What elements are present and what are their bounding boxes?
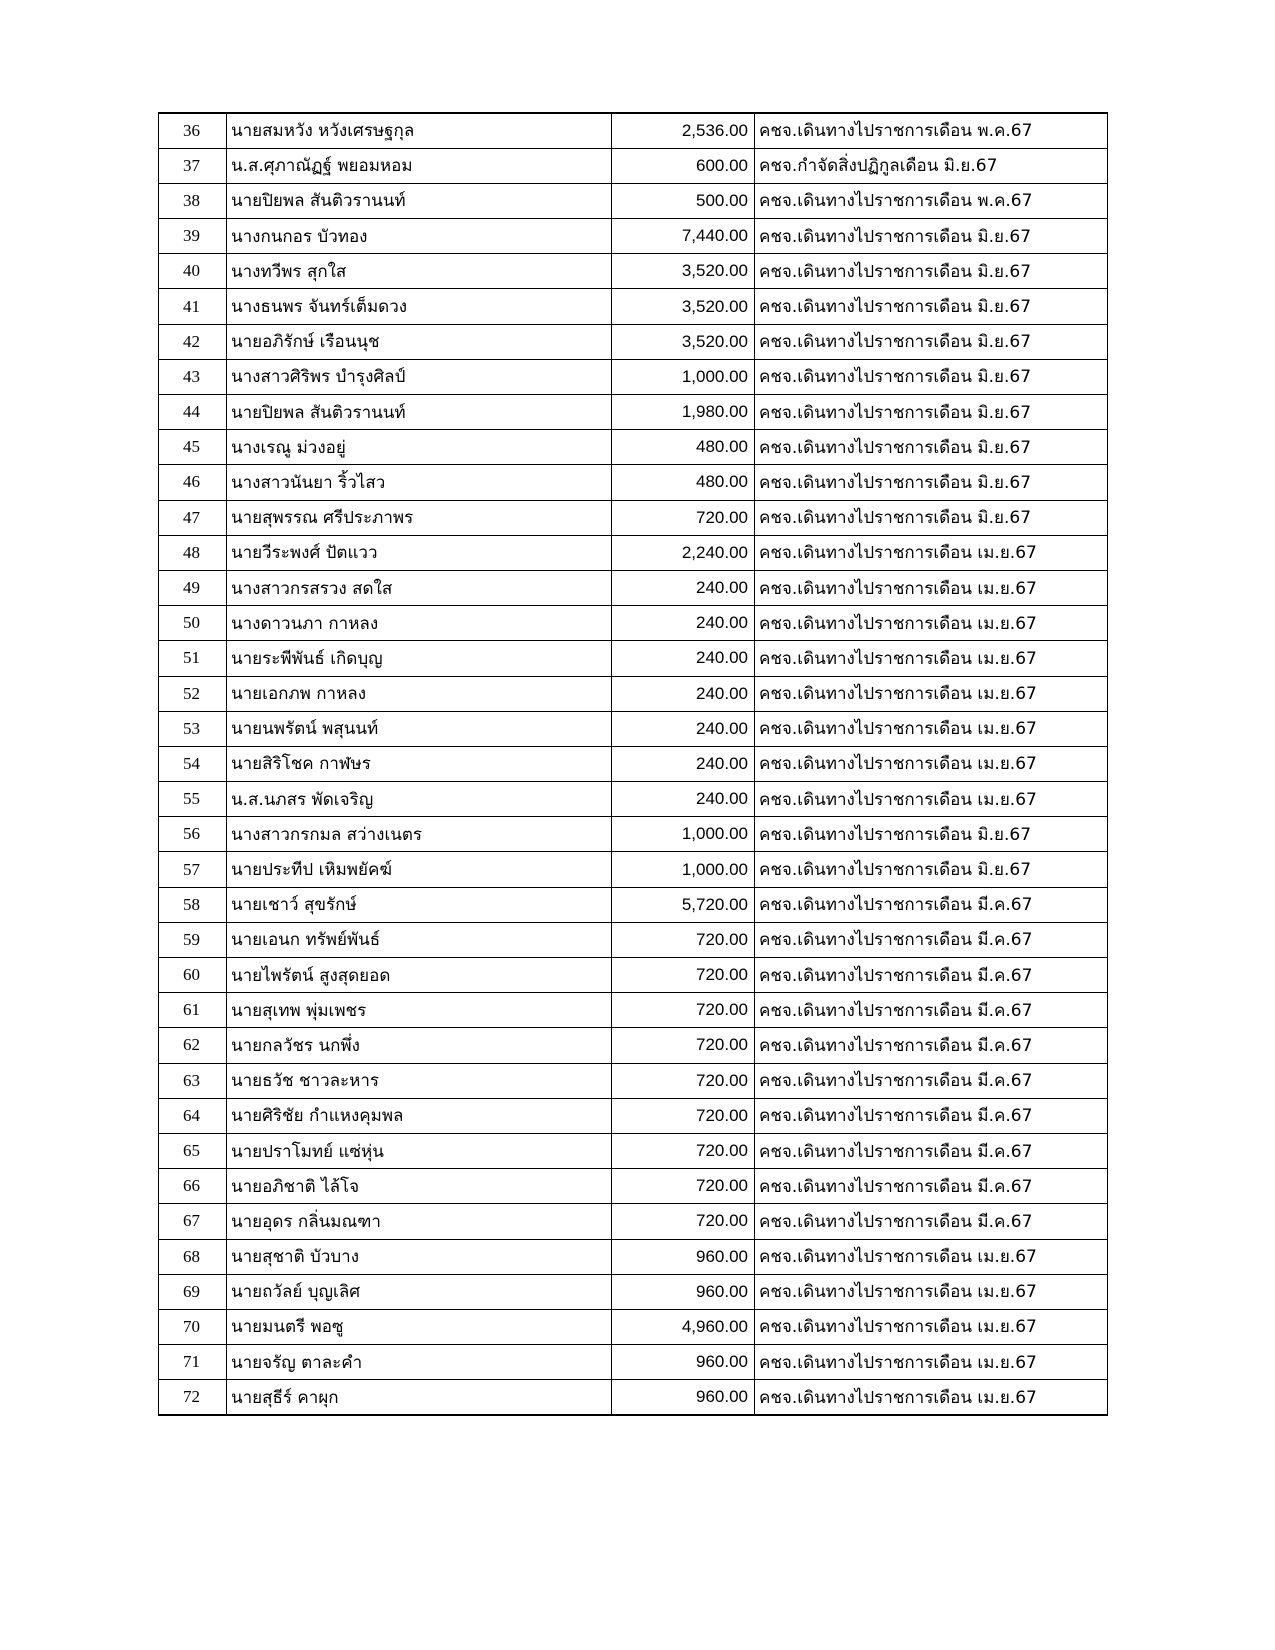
- table-row: [159, 183, 1108, 218]
- expense-description: คชจ.เดินทางไปราชการเดือน เม.ย.67: [755, 535, 1108, 570]
- payee-name: นายปิยพล สันติวรานนท์: [227, 183, 612, 218]
- row-number: 53: [159, 711, 227, 746]
- row-number: 50: [159, 606, 227, 641]
- row-number: 64: [159, 1098, 227, 1133]
- row-number: 68: [159, 1239, 227, 1274]
- table-row: [159, 852, 1108, 887]
- payee-name: นายปราโมทย์ แซ่หุ่น: [227, 1133, 612, 1168]
- payee-name: น.ส.ศุภาณัฏฐ์ พยอมหอม: [227, 148, 612, 183]
- payee-name: นายระพีพันธ์ เกิดบุญ: [227, 641, 612, 676]
- table-row: [159, 676, 1108, 711]
- expense-description: คชจ.เดินทางไปราชการเดือน มิ.ย.67: [755, 817, 1108, 852]
- amount: 720.00: [612, 993, 755, 1028]
- expense-description: คชจ.เดินทางไปราชการเดือน เม.ย.67: [755, 1239, 1108, 1274]
- amount: 500.00: [612, 183, 755, 218]
- table-row: [159, 1380, 1108, 1415]
- payee-name: น.ส.นภสร พัดเจริญ: [227, 782, 612, 817]
- table-row: [159, 922, 1108, 957]
- table-row: [159, 465, 1108, 500]
- amount: 720.00: [612, 1028, 755, 1063]
- amount: 5,720.00: [612, 887, 755, 922]
- amount: 1,000.00: [612, 359, 755, 394]
- expense-description: คชจ.เดินทางไปราชการเดือน พ.ค.67: [755, 183, 1108, 218]
- amount: 960.00: [612, 1380, 755, 1415]
- amount: 3,520.00: [612, 289, 755, 324]
- amount: 960.00: [612, 1239, 755, 1274]
- row-number: 70: [159, 1309, 227, 1344]
- expense-description: คชจ.เดินทางไปราชการเดือน มิ.ย.67: [755, 395, 1108, 430]
- amount: 240.00: [612, 570, 755, 605]
- expense-description: คชจ.เดินทางไปราชการเดือน พ.ค.67: [755, 113, 1108, 148]
- expense-description: คชจ.กำจัดสิ่งปฏิกูลเดือน มิ.ย.67: [755, 148, 1108, 183]
- payee-name: นางสาวกรกมล สว่างเนตร: [227, 817, 612, 852]
- payee-name: นายถวัลย์ บุญเลิศ: [227, 1274, 612, 1309]
- row-number: 36: [159, 113, 227, 148]
- amount: 4,960.00: [612, 1309, 755, 1344]
- payee-name: นางสาวนันยา ริ้วไสว: [227, 465, 612, 500]
- payee-name: นายประทีป เหิมพยัคฆ์: [227, 852, 612, 887]
- payee-name: นางกนกอร บัวทอง: [227, 219, 612, 254]
- amount: 720.00: [612, 1063, 755, 1098]
- row-number: 49: [159, 570, 227, 605]
- table-row: [159, 1239, 1108, 1274]
- row-number: 37: [159, 148, 227, 183]
- expense-description: คชจ.เดินทางไปราชการเดือน เม.ย.67: [755, 746, 1108, 781]
- row-number: 61: [159, 993, 227, 1028]
- amount: 720.00: [612, 1133, 755, 1168]
- table-row: [159, 254, 1108, 289]
- payee-name: นายจรัญ ตาละคำ: [227, 1345, 612, 1380]
- row-number: 63: [159, 1063, 227, 1098]
- payee-name: นางสาวศิริพร บำรุงศิลป์: [227, 359, 612, 394]
- expense-description: คชจ.เดินทางไปราชการเดือน เม.ย.67: [755, 606, 1108, 641]
- table-row: [159, 395, 1108, 430]
- table-row: [159, 1204, 1108, 1239]
- payee-name: นายไพรัตน์ สูงสุดยอด: [227, 958, 612, 993]
- expense-description: คชจ.เดินทางไปราชการเดือน มี.ค.67: [755, 922, 1108, 957]
- expense-description: คชจ.เดินทางไปราชการเดือน เม.ย.67: [755, 1309, 1108, 1344]
- expense-description: คชจ.เดินทางไปราชการเดือน มี.ค.67: [755, 958, 1108, 993]
- table-row: [159, 1098, 1108, 1133]
- amount: 240.00: [612, 606, 755, 641]
- expense-description: คชจ.เดินทางไปราชการเดือน มิ.ย.67: [755, 254, 1108, 289]
- expense-description: คชจ.เดินทางไปราชการเดือน มิ.ย.67: [755, 852, 1108, 887]
- table-row: [159, 641, 1108, 676]
- payee-name: นายอุดร กลิ่นมณฑา: [227, 1204, 612, 1239]
- payee-name: นายสุธีร์ คาผุก: [227, 1380, 612, 1415]
- table-row: [159, 148, 1108, 183]
- row-number: 44: [159, 395, 227, 430]
- payee-name: นายสุชาติ บัวบาง: [227, 1239, 612, 1274]
- row-number: 51: [159, 641, 227, 676]
- expense-description: คชจ.เดินทางไปราชการเดือน เม.ย.67: [755, 1380, 1108, 1415]
- table-row: [159, 993, 1108, 1028]
- payee-name: นางทวีพร สุกใส: [227, 254, 612, 289]
- table-row: [159, 606, 1108, 641]
- row-number: 65: [159, 1133, 227, 1168]
- payee-name: นางสาวกรสรวง สดใส: [227, 570, 612, 605]
- expense-description: คชจ.เดินทางไปราชการเดือน เม.ย.67: [755, 1345, 1108, 1380]
- row-number: 39: [159, 219, 227, 254]
- expense-description: คชจ.เดินทางไปราชการเดือน เม.ย.67: [755, 676, 1108, 711]
- row-number: 71: [159, 1345, 227, 1380]
- amount: 480.00: [612, 465, 755, 500]
- expense-description: คชจ.เดินทางไปราชการเดือน มี.ค.67: [755, 1204, 1108, 1239]
- amount: 720.00: [612, 1169, 755, 1204]
- row-number: 45: [159, 430, 227, 465]
- row-number: 59: [159, 922, 227, 957]
- payee-name: นายสุเทพ พุ่มเพชร: [227, 993, 612, 1028]
- payee-name: นางเรณู ม่วงอยู่: [227, 430, 612, 465]
- payee-name: นายสมหวัง หวังเศรษฐกุล: [227, 113, 612, 148]
- table-row: [159, 1274, 1108, 1309]
- table-row: [159, 782, 1108, 817]
- amount: 1,980.00: [612, 395, 755, 430]
- expense-description: คชจ.เดินทางไปราชการเดือน มี.ค.67: [755, 1063, 1108, 1098]
- row-number: 57: [159, 852, 227, 887]
- amount: 240.00: [612, 782, 755, 817]
- table-row: [159, 746, 1108, 781]
- expense-description: คชจ.เดินทางไปราชการเดือน มิ.ย.67: [755, 289, 1108, 324]
- table-row: [159, 1309, 1108, 1344]
- expense-description: คชจ.เดินทางไปราชการเดือน มี.ค.67: [755, 993, 1108, 1028]
- row-number: 69: [159, 1274, 227, 1309]
- table-row: [159, 817, 1108, 852]
- payee-name: นายวีระพงศ์ ปัตแวว: [227, 535, 612, 570]
- amount: 240.00: [612, 676, 755, 711]
- payee-name: นายปิยพล สันติวรานนท์: [227, 395, 612, 430]
- amount: 1,000.00: [612, 852, 755, 887]
- row-number: 55: [159, 782, 227, 817]
- expense-description: คชจ.เดินทางไปราชการเดือน มิ.ย.67: [755, 219, 1108, 254]
- payee-name: นายเชาว์ สุขรักษ์: [227, 887, 612, 922]
- row-number: 67: [159, 1204, 227, 1239]
- amount: 3,520.00: [612, 324, 755, 359]
- amount: 240.00: [612, 711, 755, 746]
- amount: 720.00: [612, 1204, 755, 1239]
- table-row: [159, 1063, 1108, 1098]
- table-row: [159, 113, 1108, 148]
- row-number: 46: [159, 465, 227, 500]
- expense-description: คชจ.เดินทางไปราชการเดือน มิ.ย.67: [755, 500, 1108, 535]
- amount: 600.00: [612, 148, 755, 183]
- table-row: [159, 324, 1108, 359]
- table-row: [159, 958, 1108, 993]
- table-row: [159, 887, 1108, 922]
- table-row: [159, 219, 1108, 254]
- expense-description: คชจ.เดินทางไปราชการเดือน มิ.ย.67: [755, 465, 1108, 500]
- payee-name: นางธนพร จันทร์เต็มดวง: [227, 289, 612, 324]
- payment-table: [158, 112, 1108, 1416]
- amount: 480.00: [612, 430, 755, 465]
- amount: 960.00: [612, 1274, 755, 1309]
- payee-name: นายเอกภพ กาหลง: [227, 676, 612, 711]
- payee-name: นายสิริโชค กาฬษร: [227, 746, 612, 781]
- row-number: 41: [159, 289, 227, 324]
- table-row: [159, 289, 1108, 324]
- amount: 960.00: [612, 1345, 755, 1380]
- expense-description: คชจ.เดินทางไปราชการเดือน เม.ย.67: [755, 782, 1108, 817]
- payee-name: นายเอนก ทรัพย์พันธ์: [227, 922, 612, 957]
- expense-description: คชจ.เดินทางไปราชการเดือน มี.ค.67: [755, 1098, 1108, 1133]
- amount: 7,440.00: [612, 219, 755, 254]
- amount: 2,240.00: [612, 535, 755, 570]
- expense-description: คชจ.เดินทางไปราชการเดือน มี.ค.67: [755, 1133, 1108, 1168]
- row-number: 54: [159, 746, 227, 781]
- expense-description: คชจ.เดินทางไปราชการเดือน เม.ย.67: [755, 570, 1108, 605]
- amount: 2,536.00: [612, 113, 755, 148]
- row-number: 56: [159, 817, 227, 852]
- amount: 720.00: [612, 500, 755, 535]
- expense-description: คชจ.เดินทางไปราชการเดือน มี.ค.67: [755, 1028, 1108, 1063]
- payment-table-body: [159, 113, 1108, 1415]
- row-number: 66: [159, 1169, 227, 1204]
- table-row: [159, 535, 1108, 570]
- expense-description: คชจ.เดินทางไปราชการเดือน เม.ย.67: [755, 1274, 1108, 1309]
- expense-description: คชจ.เดินทางไปราชการเดือน มิ.ย.67: [755, 359, 1108, 394]
- amount: 240.00: [612, 746, 755, 781]
- amount: 3,520.00: [612, 254, 755, 289]
- amount: 720.00: [612, 958, 755, 993]
- payee-name: นายอภิชาติ ไล้โจ: [227, 1169, 612, 1204]
- amount: 1,000.00: [612, 817, 755, 852]
- amount: 720.00: [612, 922, 755, 957]
- table-row: [159, 1133, 1108, 1168]
- row-number: 62: [159, 1028, 227, 1063]
- table-row: [159, 570, 1108, 605]
- table-row: [159, 1345, 1108, 1380]
- expense-description: คชจ.เดินทางไปราชการเดือน เม.ย.67: [755, 711, 1108, 746]
- row-number: 42: [159, 324, 227, 359]
- payee-name: นายธวัช ชาวละหาร: [227, 1063, 612, 1098]
- payee-name: นางดาวนภา กาหลง: [227, 606, 612, 641]
- table-row: [159, 1169, 1108, 1204]
- expense-description: คชจ.เดินทางไปราชการเดือน มี.ค.67: [755, 887, 1108, 922]
- row-number: 40: [159, 254, 227, 289]
- table-row: [159, 1028, 1108, 1063]
- row-number: 48: [159, 535, 227, 570]
- expense-description: คชจ.เดินทางไปราชการเดือน เม.ย.67: [755, 641, 1108, 676]
- table-row: [159, 430, 1108, 465]
- row-number: 58: [159, 887, 227, 922]
- row-number: 60: [159, 958, 227, 993]
- table-row: [159, 500, 1108, 535]
- payee-name: นายนพรัตน์ พสุนนท์: [227, 711, 612, 746]
- row-number: 47: [159, 500, 227, 535]
- table-row: [159, 711, 1108, 746]
- table-row: [159, 359, 1108, 394]
- row-number: 43: [159, 359, 227, 394]
- payee-name: นายอภิรักษ์ เรือนนุช: [227, 324, 612, 359]
- payee-name: นายกลวัชร นกพึ่ง: [227, 1028, 612, 1063]
- payee-name: นายสุพรรณ ศรีประภาพร: [227, 500, 612, 535]
- row-number: 52: [159, 676, 227, 711]
- row-number: 38: [159, 183, 227, 218]
- expense-description: คชจ.เดินทางไปราชการเดือน มิ.ย.67: [755, 430, 1108, 465]
- amount: 720.00: [612, 1098, 755, 1133]
- payee-name: นายมนตรี พอซู: [227, 1309, 612, 1344]
- expense-description: คชจ.เดินทางไปราชการเดือน มิ.ย.67: [755, 324, 1108, 359]
- row-number: 72: [159, 1380, 227, 1415]
- payee-name: นายศิริชัย กำแหงคุมพล: [227, 1098, 612, 1133]
- expense-description: คชจ.เดินทางไปราชการเดือน มี.ค.67: [755, 1169, 1108, 1204]
- amount: 240.00: [612, 641, 755, 676]
